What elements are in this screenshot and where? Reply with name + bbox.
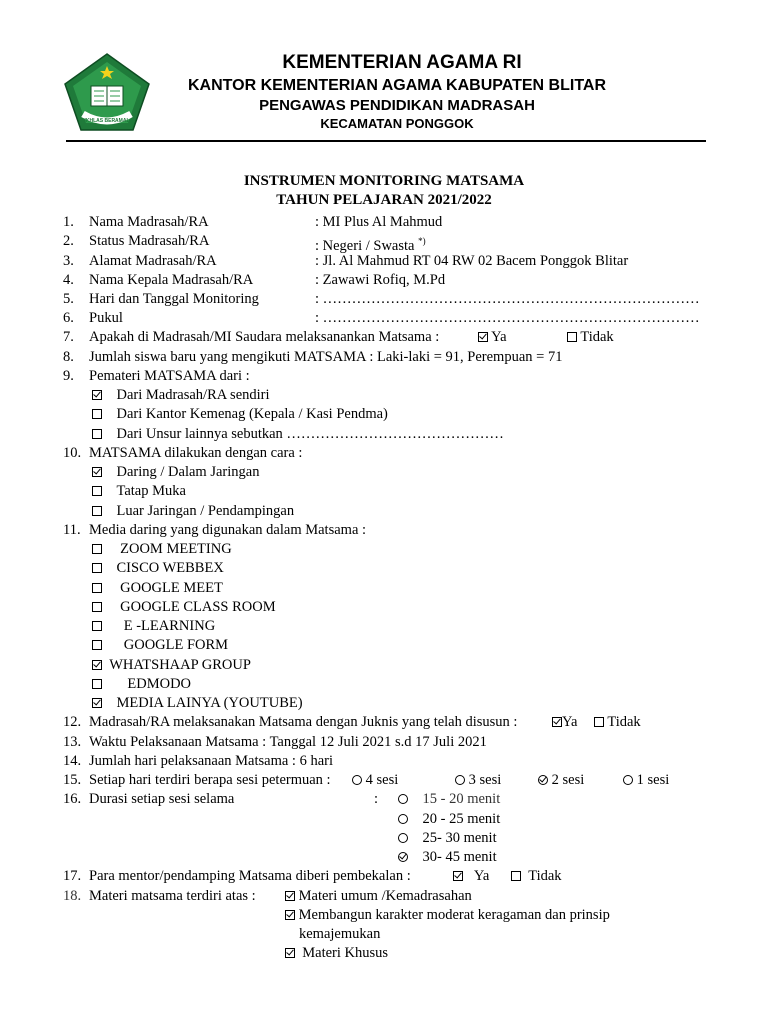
checkbox-icon[interactable] (92, 486, 102, 496)
field-label: Nama Kepala Madrasah/RA (89, 272, 254, 288)
option-label: 4 sesi (365, 772, 399, 788)
q15-option[interactable] (455, 771, 501, 790)
field-number: 4. (63, 272, 74, 288)
checkbox-checked-icon[interactable] (552, 717, 562, 727)
checkbox-checked-icon[interactable] (285, 948, 295, 958)
footnote-mark: *) (418, 236, 426, 246)
option-label: EDMODO (127, 676, 192, 692)
field-number: 2. (63, 233, 74, 249)
option-label: 20 - 25 menit (422, 811, 501, 827)
q11-option[interactable] (92, 579, 223, 598)
q16-text: Durasi setiap sesi selama (89, 791, 235, 807)
q10-text: MATSAMA dilakukan dengan cara : (89, 445, 303, 461)
document-title: INSTRUMEN MONITORING MATSAMA (243, 173, 525, 189)
q12-number: 12. (63, 714, 82, 730)
q9-option[interactable] (92, 405, 388, 424)
field-label: Alamat Madrasah/RA (89, 253, 217, 269)
radio-icon[interactable] (398, 833, 408, 843)
q11-option[interactable] (92, 540, 232, 559)
q10-number: 10. (63, 445, 82, 461)
checkbox-checked-icon[interactable] (92, 467, 102, 477)
radio-checked-icon[interactable] (398, 852, 408, 862)
q11-option[interactable] (92, 617, 215, 636)
option-label: Materi umum /Kemadrasahan (298, 888, 472, 904)
field-number: 6. (63, 310, 74, 326)
q16-number: 16. (63, 791, 82, 807)
checkbox-checked-icon[interactable] (92, 698, 102, 708)
q12-yes-label: Ya (562, 714, 578, 730)
q7-yes-label: Ya (491, 329, 507, 345)
q11-text: Media daring yang digunakan dalam Matsama : (89, 522, 367, 538)
q18-option[interactable] (285, 887, 472, 906)
radio-checked-icon[interactable] (538, 775, 548, 785)
option-label: ZOOM MEETING (120, 541, 232, 557)
q8-text: Jumlah siswa baru yang mengikuti MATSAMA : Laki-laki = 91, Perempuan = 71 (89, 349, 563, 365)
q8-number: 8. (63, 349, 74, 365)
option-label: 1 sesi (636, 772, 670, 788)
q11-option[interactable] (92, 598, 276, 617)
logo-motto: IKHLAS BERAMAL (84, 118, 130, 124)
checkbox-icon[interactable] (92, 640, 102, 650)
q17-no-option[interactable] (511, 867, 562, 886)
q15-option[interactable] (352, 771, 398, 790)
field-value: : MI Plus Al Mahmud (315, 214, 443, 230)
q9-text: Pemateri MATSAMA dari : (89, 368, 250, 384)
q18-option[interactable] (285, 906, 610, 925)
option-label: Daring / Dalam Jaringan (116, 464, 260, 480)
document-subtitle: TAHUN PELAJARAN 2021/2022 (276, 192, 492, 208)
field-number: 5. (63, 291, 74, 307)
option-label: Dari Madrasah/RA sendiri (116, 387, 270, 403)
q12-text: Madrasah/RA melaksanakan Matsama dengan Juknis yang telah disusun : (89, 714, 518, 730)
checkbox-icon[interactable] (92, 409, 102, 419)
ministry-title: KEMENTERIAN AGAMA RI (282, 52, 522, 73)
option-label: MEDIA LAINYA (YOUTUBE) (116, 695, 303, 711)
checkbox-icon[interactable] (92, 506, 102, 516)
field-value: : …………………………………………………………………… (315, 291, 700, 307)
checkbox-icon[interactable] (92, 544, 102, 554)
radio-icon[interactable] (352, 775, 362, 785)
option-label: Dari Unsur lainnya sebutkan ……………………………………… (116, 426, 504, 442)
q18-text: Materi matsama terdiri atas : (89, 888, 256, 904)
checkbox-icon[interactable] (92, 679, 102, 689)
option-label: WHATSHAAP GROUP (109, 657, 251, 673)
q9-option[interactable] (92, 425, 504, 444)
option-label: Membangun karakter moderat keragaman dan prinsip (298, 907, 610, 923)
q17-yes-option[interactable] (453, 867, 489, 886)
radio-icon[interactable] (398, 794, 408, 804)
q12-no-option[interactable] (594, 713, 641, 732)
option-label: E -LEARNING (123, 618, 216, 634)
radio-icon[interactable] (398, 814, 408, 824)
q16-colon: : (374, 791, 379, 807)
checkbox-checked-icon[interactable] (285, 910, 295, 920)
option-label: Luar Jaringan / Pendampingan (116, 503, 295, 519)
q12-no-label: Tidak (607, 714, 641, 730)
option-label: 25- 30 menit (422, 830, 497, 846)
option-label: 2 sesi (551, 772, 585, 788)
field-label: Hari dan Tanggal Monitoring (89, 291, 259, 307)
q11-number: 11. (63, 522, 81, 538)
q18-option-continuation: kemajemukan (299, 926, 381, 942)
option-label: Tatap Muka (116, 483, 186, 499)
office-title: KANTOR KEMENTERIAN AGAMA KABUPATEN BLITAR (187, 77, 607, 94)
q18-number: 18. (63, 888, 82, 904)
q11-option[interactable] (92, 694, 303, 713)
checkbox-icon[interactable] (92, 602, 102, 612)
supervisor-title: PENGAWAS PENDIDIKAN MADRASAH (259, 97, 535, 114)
q17-text: Para mentor/pendamping Matsama diberi pembekalan : (89, 868, 411, 884)
q7-text: Apakah di Madrasah/MI Saudara melaksanankan Matsama : (89, 329, 440, 345)
status-value: : Negeri / Swasta (315, 237, 415, 254)
field-label: Nama Madrasah/RA (89, 214, 209, 230)
q16-option[interactable] (398, 790, 500, 809)
field-value: : Zawawi Rofiq, M.Pd (315, 272, 446, 288)
option-label: GOOGLE MEET (120, 580, 223, 596)
q7-no-option[interactable] (567, 328, 614, 347)
q15-number: 15. (63, 772, 82, 788)
q7-no-label: Tidak (580, 329, 614, 345)
checkbox-icon[interactable] (92, 429, 102, 439)
district-title: KECAMATAN PONGGOK (320, 116, 474, 131)
checkbox-icon[interactable] (567, 332, 577, 342)
q18-option[interactable] (285, 944, 388, 963)
radio-icon[interactable] (455, 775, 465, 785)
q16-option[interactable] (398, 848, 497, 867)
q10-option[interactable] (92, 482, 186, 501)
option-label: CISCO WEBBEX (116, 560, 224, 576)
field-label: Status Madrasah/RA (89, 233, 210, 249)
option-label: 30- 45 menit (422, 849, 497, 865)
checkbox-checked-icon[interactable] (92, 390, 102, 400)
q13-text: Waktu Pelaksanaan Matsama : Tanggal 12 Juli 2021 s.d 17 Juli 2021 (89, 734, 487, 750)
q9-option[interactable] (92, 386, 270, 405)
field-value: : Jl. Al Mahmud RT 04 RW 02 Bacem Ponggok Blitar (315, 253, 629, 269)
checkbox-checked-icon[interactable] (478, 332, 488, 342)
q16-option[interactable] (398, 829, 497, 848)
option-label: 15 - 20 menit (422, 791, 501, 807)
option-label: Dari Kantor Kemenag (Kepala / Kasi Pendma) (116, 406, 388, 422)
q17-no-label: Tidak (528, 868, 562, 884)
q17-number: 17. (63, 868, 82, 884)
q15-text: Setiap hari terdiri berapa sesi petermuan : (89, 772, 331, 788)
q14-number: 14. (63, 753, 82, 769)
q9-number: 9. (63, 368, 74, 384)
q15-option[interactable] (623, 771, 669, 790)
checkbox-icon[interactable] (511, 871, 521, 881)
checkbox-icon[interactable] (594, 717, 604, 727)
option-label: GOOGLE FORM (123, 637, 229, 653)
field-number: 3. (63, 253, 74, 269)
field-number: 1. (63, 214, 74, 230)
option-label: 3 sesi (468, 772, 502, 788)
checkbox-icon[interactable] (92, 583, 102, 593)
q14-text: Jumlah hari pelaksanaan Matsama : 6 hari (89, 753, 334, 769)
radio-icon[interactable] (623, 775, 633, 785)
field-value: : …………………………………………………………………… (315, 310, 700, 326)
q17-yes-label: Ya (473, 868, 490, 884)
checkbox-checked-icon[interactable] (92, 660, 102, 670)
field-label: Pukul (89, 310, 123, 326)
checkbox-checked-icon[interactable] (285, 891, 295, 901)
q11-option[interactable] (92, 656, 251, 675)
q10-option[interactable] (92, 502, 294, 521)
q7-yes-option[interactable] (478, 328, 507, 347)
checkbox-icon[interactable] (92, 563, 102, 573)
option-label: Materi Khusus (302, 945, 389, 961)
q15-option[interactable] (538, 771, 584, 790)
q12-yes-option[interactable] (552, 713, 577, 732)
q11-option[interactable] (92, 675, 191, 694)
q13-number: 13. (63, 734, 82, 750)
q7-number: 7. (63, 329, 74, 345)
option-label: GOOGLE CLASS ROOM (120, 599, 276, 615)
checkbox-icon[interactable] (92, 621, 102, 631)
q16-option[interactable] (398, 810, 500, 829)
q11-option[interactable] (92, 559, 224, 578)
header-divider (66, 140, 706, 142)
q10-option[interactable] (92, 463, 259, 482)
checkbox-checked-icon[interactable] (453, 871, 463, 881)
q11-option[interactable] (92, 636, 228, 655)
